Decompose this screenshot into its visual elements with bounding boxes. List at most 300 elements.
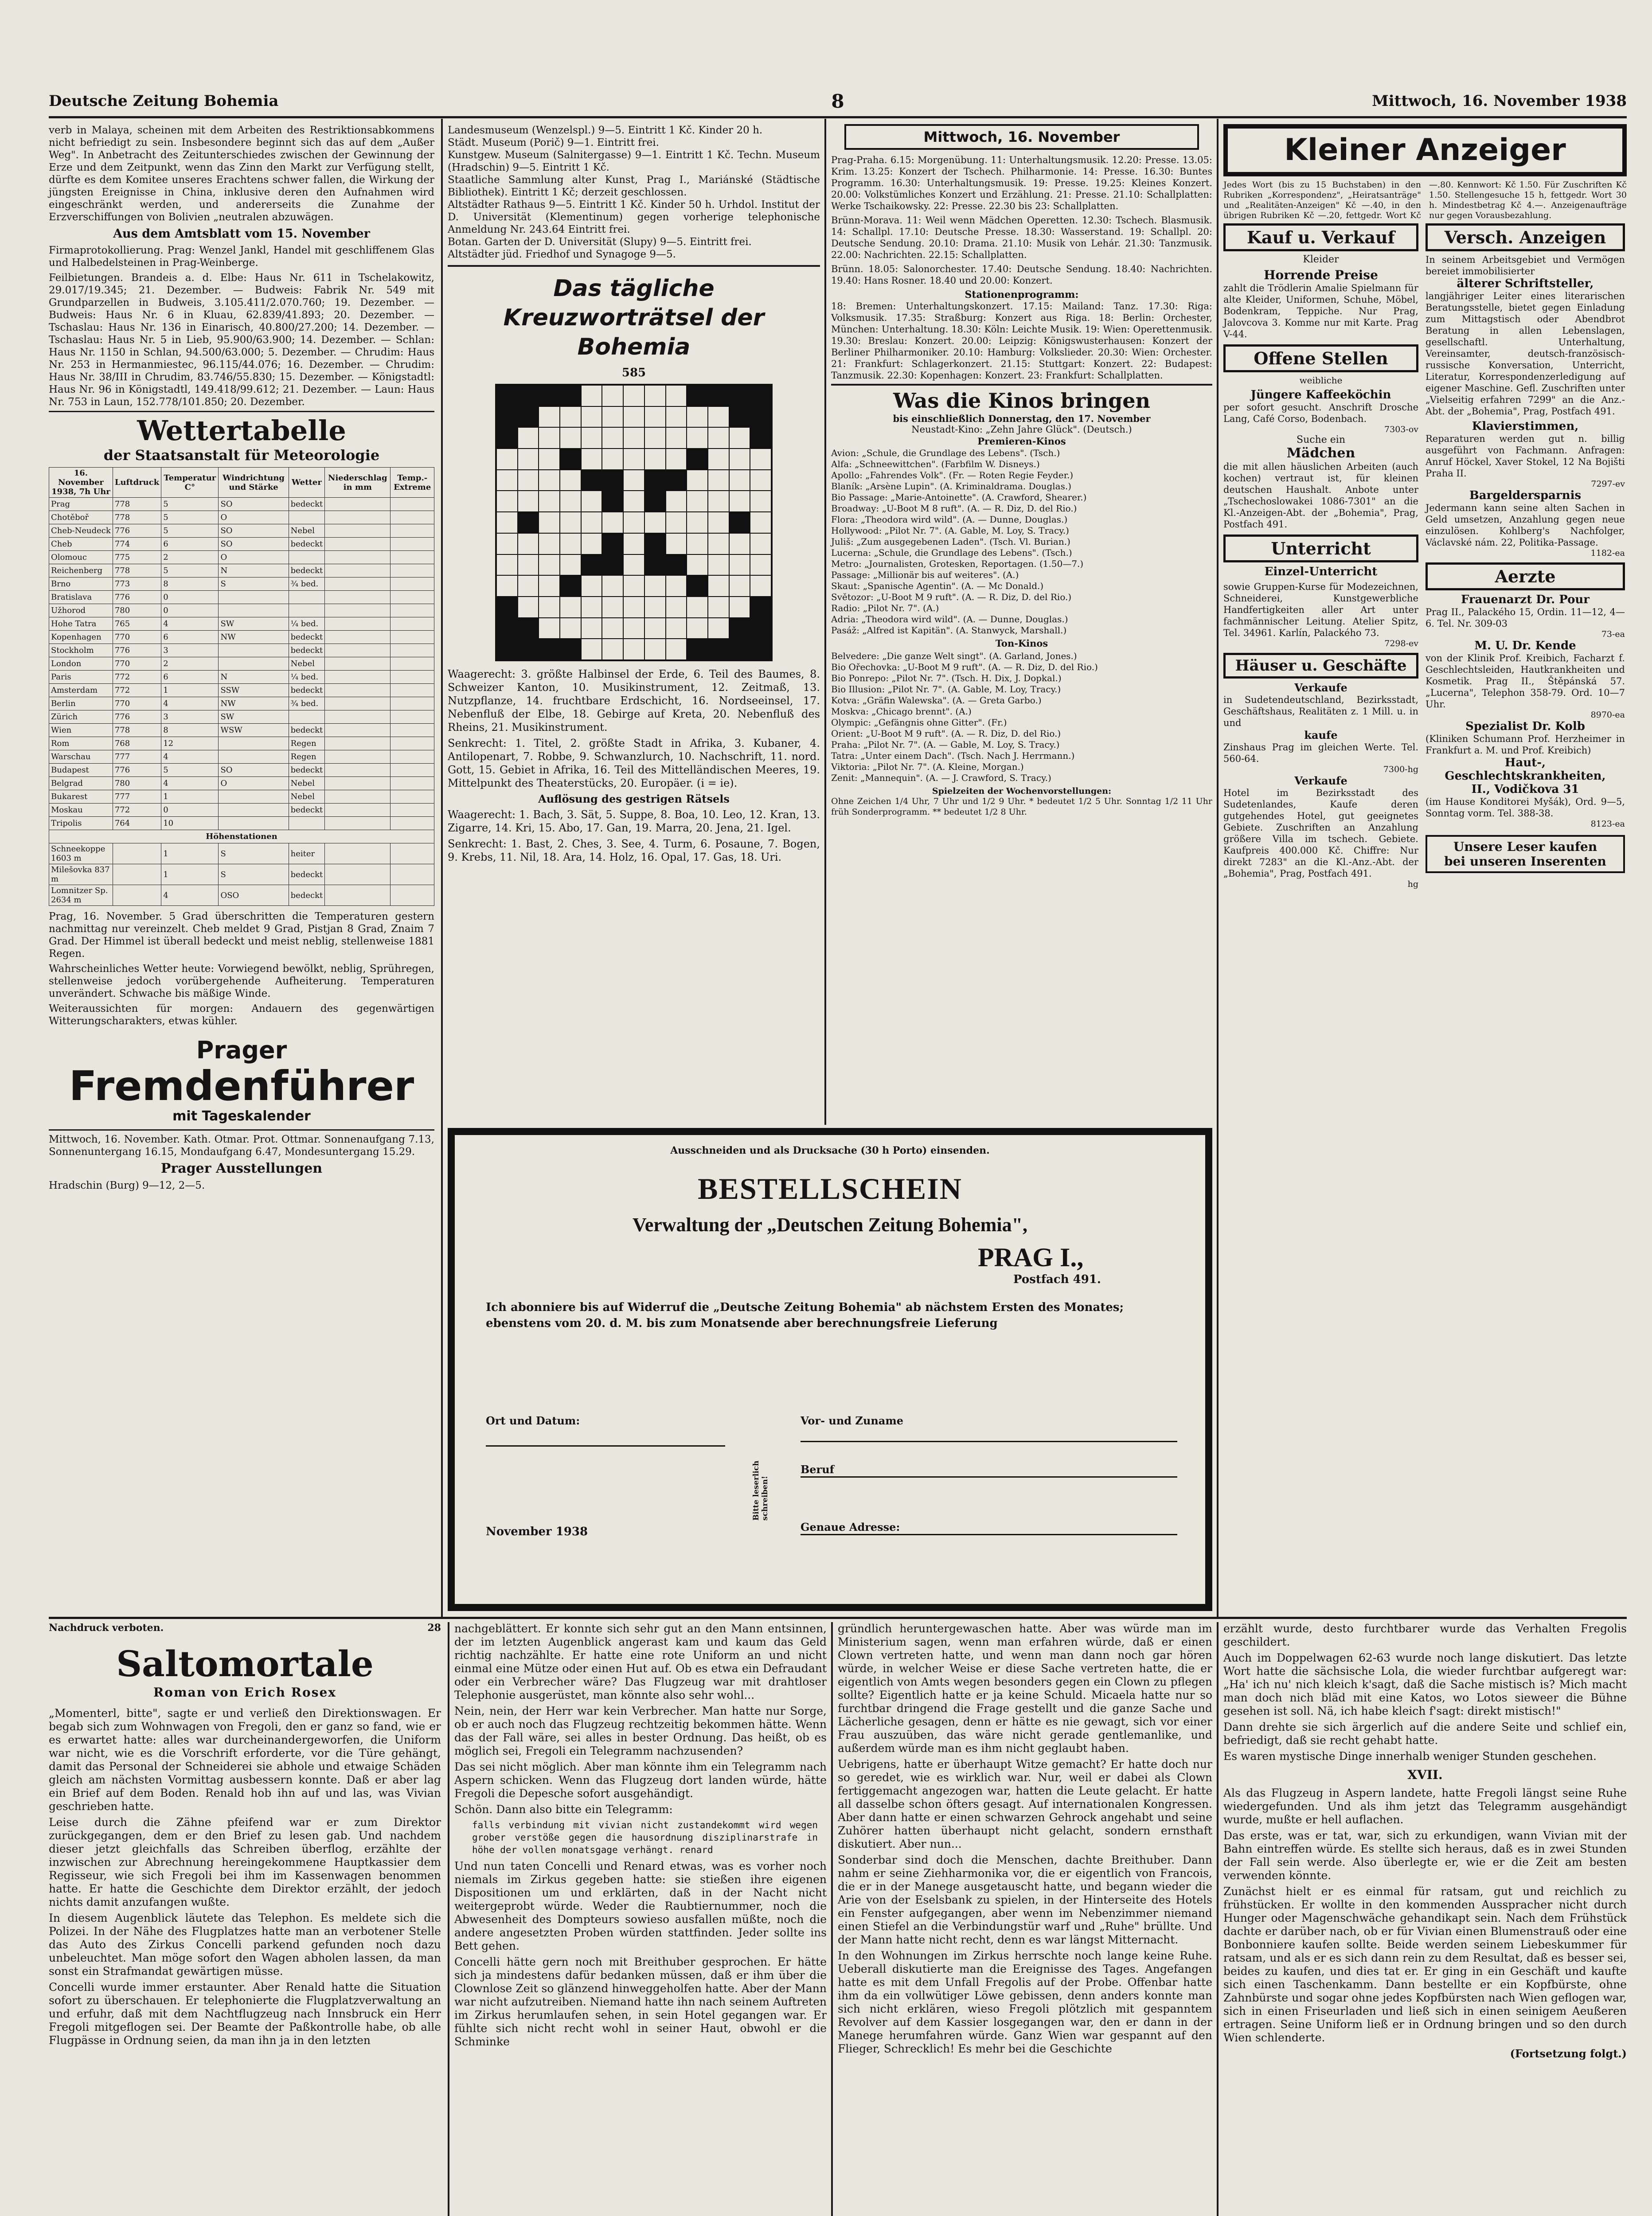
- weather-cell: [391, 498, 434, 511]
- crossword-cell: [687, 449, 708, 470]
- radio-text: Prag-Praha. 6.15: Morgenübung. 11: Unterhaltungsmusik. 12.20: Presse. 13.05: Krim. 13.25: Konzert der Tschech. Philharmonie. 14: Presse. 16.30: Buntes Programm. 16.30: Unterhaltungsmusik. 19: Presse. 19.25: Kleines Konzert. 20.00: Volkstümliches Konzert und Erzählung. 21: Presse. 21.10: Schallplatten: Werke Tschaikowsky. 22: Presse. 22.30 bis 23: Schallplatten.: [831, 155, 1212, 211]
- premiere-listing: Adria: „Theodora wird wild". (A. — Dunne, Douglas.): [831, 614, 1068, 624]
- weather-cell: 1: [161, 843, 219, 864]
- crossword-cell: [666, 575, 687, 597]
- crossword-cell: [708, 470, 729, 491]
- crossword-cell: [708, 639, 729, 660]
- field-name-line[interactable]: [801, 1441, 1177, 1442]
- crossword-cell: [644, 427, 666, 449]
- weather-cell: 776: [113, 644, 161, 657]
- aerzte3-text2: (im Hause Konditorei Myšák), Ord. 9—5, Sonntag vorm. Tel. 388-38.: [1425, 796, 1625, 819]
- intro-paragraph: verb in Malaya, scheinen mit dem Arbeiten des Restriktionsabkommens nicht befriedigt zu sein. Insbesondere beginnt sich das auf dem „Außer Weg". In Anbetracht des Zeitunterschiedes zwischen der Gewinnung der Erze und dem Zeitpunkt, wenn das Zinn den Markt zur Verfügung stellt, dürfte es dem Komitee unseres Erachtens schwer fallen, die Wirkung der jüngsten Ereignisse in China, inklusive deren den Aufnahmen wird eingeschränkt werden, und andererseits die Zunahme der Erzverschiffungen von Bolivien „neutralen abzuwägen.: [49, 125, 434, 223]
- versch-text2: langjähriger Leiter eines literarischen Beratungsstelle, bietet gegen Einladung zum Mittagstisch oder Abendbrot Beratung in allen Lebenslagen, gesellschaftl. Unterhaltung, Vereinsamter, deutsch-französisch-russische Konversation, Unterricht, Literatur, Korrespondenzerledigung auf eigener Maschine. Gefl. Zuschriften unter „Vielseitig erfahren 7299" an die Anz.-Abt. der „Bohemia", Prag, Postfach 491.: [1425, 291, 1625, 417]
- crossword-cell: [581, 385, 602, 406]
- novel-paragraph: Concelli wurde immer erstaunter. Aber Renald hatte die Situation sofort zu überschauen. Er telephonierte die Flugplatzverwaltung an und erfuhr, daß mit dem Nachtflugzeug nach Innsbruck ein Herr Fregoli mitgeflogen sei. Der Beamte der Paßkontrolle habe, ob alle Flugpässe in Ordnung seien, da man ihn ja in den letzten: [49, 1981, 441, 2047]
- offene-title: Offene Stellen: [1223, 344, 1418, 372]
- crossword-cell: [518, 618, 539, 639]
- weather-cell: S: [219, 577, 289, 591]
- weather-cell: 774: [113, 538, 161, 551]
- crossword-cell: [623, 427, 644, 449]
- weather-header-cell: Temp.-Extreme: [391, 468, 434, 498]
- weather-header-cell: Windrichtung und Stärke: [219, 468, 289, 498]
- page-number: 8: [831, 90, 844, 112]
- crossword-cell: [518, 575, 539, 597]
- radio-text: Brünn. 18.05: Salonorchester. 17.40: Deutsche Sendung. 18.40: Nachrichten. 19.40: Hans Rosner. 18.40 und 20.00: Konzert.: [831, 264, 1212, 286]
- museum-line: Kunstgew. Museum (Salnitergasse) 9—1. Eintritt 1 Kč. Techn. Museum (Hradschin) 9—5. Eintritt 1 Kč.: [448, 149, 820, 173]
- weather-row: [49, 591, 434, 604]
- weather-cell: 4: [161, 777, 219, 790]
- crossword-cell: [666, 406, 687, 428]
- weather-cell: Bratislava: [49, 591, 113, 604]
- crossword-number: 585: [621, 366, 646, 379]
- tonkino-listing: Belvedere: „Die ganze Welt singt". (A. Garland, Jones.): [831, 651, 1077, 661]
- field-adresse-label: Genaue Adresse:: [801, 1521, 900, 1533]
- weather-cell: [391, 604, 434, 617]
- crossword-cell: [623, 406, 644, 428]
- bottom-section-rule: [49, 1617, 1627, 1619]
- tonkino-listing: Tatra: „Unter einem Dach". (Tsch. Nach J. Herrmann.): [831, 750, 1075, 761]
- crossword-cell: [708, 427, 729, 449]
- weather-cell: [391, 538, 434, 551]
- crossword-cell: [750, 533, 771, 554]
- crossword-cell: [539, 449, 560, 470]
- weather-cell: [391, 777, 434, 790]
- field-beruf-line[interactable]: [801, 1476, 1177, 1478]
- novel-column-4: [1223, 1622, 1627, 2216]
- weather-header-cell: Luftdruck: [113, 468, 161, 498]
- crossword-cell: [708, 512, 729, 533]
- weather-cell: NW: [219, 697, 289, 710]
- weather-cell: [325, 577, 391, 591]
- novel-divider-1: [448, 1622, 449, 2216]
- crossword-cell: [666, 512, 687, 533]
- weather-cell: Regen: [289, 750, 325, 764]
- crossword-cell: [518, 406, 539, 428]
- weather-section-row: [49, 830, 434, 843]
- weather-cell: [391, 790, 434, 804]
- weather-cell: bedeckt: [289, 764, 325, 777]
- crossword-cell: [581, 554, 602, 576]
- weather-cell: 0: [161, 591, 219, 604]
- weather-row: [49, 804, 434, 817]
- crossword-cell: [539, 597, 560, 618]
- weather-cell: [325, 724, 391, 737]
- tonkino-listing: Bio Ořechovka: „U-Boot M 9 ruft". (A. — R. Diz, D. del Rio.): [831, 662, 1098, 672]
- stations-title: Stationenprogramm:: [965, 289, 1079, 300]
- crossword-cell: [581, 449, 602, 470]
- radio-text: Brünn-Morava. 11: Weil wenn Mädchen Operetten. 12.30: Tschech. Blasmusik. 14: Schallpl. 17.10: Deutsche Presse. 18.30: Wasserstand. 19: Schallpl. 20: Deutsche Sendung. 20.10: Drama. 21.10: Musik von Lehár. 21.30: Tanzmusik. 22.00: Nachrichten. 22.15: Schallplatten.: [831, 215, 1212, 260]
- bestellschein-box: [448, 1128, 1212, 1611]
- crossword-cell: [518, 427, 539, 449]
- weather-cell: [113, 885, 161, 906]
- crossword-cell: [581, 575, 602, 597]
- crossword-cell: [602, 427, 623, 449]
- weather-paragraph: Weiteraussichten für morgen: Andauern des gegenwärtigen Witterungscharakters, etwas kühler.: [49, 1003, 434, 1027]
- unterricht-text: sowie Gruppen-Kurse für Modezeichnen, Schneiderei, Kunstgewerbliche Handfertigkeiten aller Art unter fachmännischer Leitung. Atelier Spitz, Tel. 34961. Karlín, Palackého 73.: [1223, 581, 1418, 638]
- crossword-cell: [666, 491, 687, 512]
- crossword-cell: [560, 491, 581, 512]
- crossword-cell: [687, 533, 708, 554]
- weather-cell: SW: [219, 617, 289, 631]
- weather-cell: Berlin: [49, 697, 113, 710]
- fremdenfuehrer-pre: Prager: [196, 1036, 287, 1064]
- kinos-title: Was die Kinos bringen: [893, 389, 1150, 413]
- kino-intro: Neustadt-Kino: „Zehn Jahre Glück". (Deutsch.): [911, 424, 1132, 435]
- weather-cell: Regen: [289, 737, 325, 750]
- weather-cell: 3: [161, 710, 219, 724]
- weather-cell: 5: [161, 498, 219, 511]
- weather-row: [49, 671, 434, 684]
- weather-cell: bedeckt: [289, 498, 325, 511]
- weather-cell: SW: [219, 710, 289, 724]
- chapter-heading: XVII.: [1407, 1767, 1443, 1782]
- weather-cell: 780: [113, 777, 161, 790]
- weather-cell: [219, 591, 289, 604]
- crossword-cell: [539, 427, 560, 449]
- weather-cell: [325, 538, 391, 551]
- weather-cell: SO: [219, 538, 289, 551]
- weather-cell: [325, 564, 391, 577]
- crossword-cell: [708, 385, 729, 406]
- weather-row: [49, 817, 434, 830]
- premiere-listing: Flora: „Theodora wird wild". (A. — Dunne, Douglas.): [831, 514, 1068, 525]
- novel-paragraph: In den Wohnungen im Zirkus herrschte noch lange keine Ruhe. Ueberall diskutierte man die Ereignisse des Tages. Angefangen hatte es mit dem Unfall Fregolis auf der Probe. Offenbar hatte ihm da ein vollwütiger Löwe gebissen, denn anders konnte man sich nicht erklären, wieso Fregoli plötzlich mit gespanntem Revolver auf dem Kassier losgegangen war, den er dann in der Manege herumfahren würde. Ganz Wien war gespannt auf den Flieger, Schrecklich! Es mehr bei die Geschichte: [838, 1949, 1212, 2055]
- versch-text: In seinem Arbeitsgebiet und Vermögen bereiet immobilisierter: [1425, 254, 1625, 277]
- crossword-title: Das tägliche Kreuzworträtsel der Bohemia: [503, 275, 765, 360]
- crossword-cell: [518, 449, 539, 470]
- premiere-listing: Bio Passage: „Marie-Antoinette". (A. Crawford, Shearer.): [831, 492, 1087, 503]
- weather-cell: 770: [113, 657, 161, 671]
- bestellschein-text: Ich abonniere bis auf Widerruf die „Deutsche Zeitung Bohemia" ab nächstem Ersten des Monates; ebenstens vom 20. d. M. bis zum Monatsende aber berechnungsfreie Lieferung: [486, 1301, 1124, 1330]
- weather-cell: [325, 498, 391, 511]
- amtsblatt-paragraph: Firmaprotokollierung. Prag: Wenzel Jankl, Handel mit geschliffenem Glas und Halbedelsteinen in Prag-Weinberge.: [49, 245, 434, 269]
- weather-cell: 1: [161, 684, 219, 697]
- weather-cell: 776: [113, 710, 161, 724]
- weather-row: [49, 604, 434, 617]
- field-ort-label: Ort und Datum:: [486, 1414, 580, 1427]
- crossword-cell: [708, 406, 729, 428]
- weather-row: [49, 843, 434, 864]
- weather-cell: [391, 864, 434, 885]
- crossword-cell: [687, 470, 708, 491]
- weather-cell: [325, 617, 391, 631]
- weather-cell: Nebel: [289, 524, 325, 538]
- ausstellungen-title: Prager Ausstellungen: [160, 1161, 323, 1176]
- weather-cell: Cheb: [49, 538, 113, 551]
- column-2: [448, 124, 820, 1121]
- weather-cell: [391, 644, 434, 657]
- weather-cell: 4: [161, 750, 219, 764]
- weather-cell: [391, 843, 434, 864]
- crossword-cell: [518, 597, 539, 618]
- suche-head: Suche ein: [1297, 434, 1345, 445]
- crossword-cell: [666, 618, 687, 639]
- weather-cell: 770: [113, 631, 161, 644]
- header-rule: [49, 116, 1627, 118]
- bestellschein-title: BESTELLSCHEIN: [698, 1172, 962, 1206]
- weather-cell: 2: [161, 657, 219, 671]
- weather-cell: [391, 697, 434, 710]
- weather-cell: [219, 604, 289, 617]
- weather-cell: 1: [161, 864, 219, 885]
- haeuser1-text: in Sudetendeutschland, Bezirksstadt, Geschäftshaus, Realitäten z. 1 Mill. u. in und: [1223, 694, 1418, 728]
- solution-title: Auflösung des gestrigen Rätsels: [538, 792, 730, 805]
- fremdenfuehrer-subtitle: mit Tageskalender: [172, 1108, 311, 1124]
- leser-line2: bei unseren Inserenten: [1444, 854, 1606, 869]
- unterricht-title: Unterricht: [1223, 534, 1418, 562]
- aerzte3-head: Spezialist Dr. Kolb: [1465, 720, 1585, 733]
- crossword-cell: [644, 597, 666, 618]
- weather-cell: 5: [161, 764, 219, 777]
- crossword-cell: [496, 449, 518, 470]
- weather-cell: [325, 644, 391, 657]
- weather-row: [49, 511, 434, 524]
- offene-head: Jüngere Kaffeeköchin: [1250, 388, 1391, 402]
- novel-paragraph: Das erste, was er tat, war, sich zu erkundigen, wann Vivian mit der Bahn eintreffen würde. Es stellte sich heraus, daß es in zwei Stunden der Fall sein werde. Also überlegte er, wie er die Zeit am besten verwenden könnte.: [1223, 1829, 1627, 1882]
- haeuser2-head: kaufe: [1304, 729, 1338, 741]
- crossword-cell: [644, 575, 666, 597]
- crossword-cell: [496, 470, 518, 491]
- barg-head: Bargeldersparnis: [1469, 489, 1582, 502]
- weather-cell: [325, 697, 391, 710]
- crossword-cell: [496, 554, 518, 576]
- column-1: [49, 124, 434, 1613]
- crossword-cell: [560, 449, 581, 470]
- stations-text: 18: Bremen: Unterhaltungskonzert. 17.15: Mailand: Tanz. 17.30: Riga: Volksmusik. 17.35: Straßburg: Konzert aus Riga. 18: Berlin: Orchester, München: Unterhaltung. 18.30: Köln: Leichte Musik. 19: Wien: Operettenmusik. 19.30: Breslau: Konzert. 20.00: Leipzig: Königswusterhausen: Konzert der Berliner Philharmoniker. 20.10: Hamburg: Volkslieder. 20.30: Wien: Orchester. 21: Frankfurt: Schlagerkonzert. 21.15: Stuttgart: Konzert. 22: Budapest: Tanzmusik. 22.30: Kopenhagen: Konzert. 23: Frankfurt: Schallplatten.: [831, 301, 1212, 381]
- crossword-cell: [687, 554, 708, 576]
- crossword-cell: [687, 618, 708, 639]
- weather-cell: [391, 577, 434, 591]
- weather-cell: O: [219, 511, 289, 524]
- crossword-cell: [729, 449, 750, 470]
- field-adresse-line[interactable]: [801, 1534, 1177, 1535]
- weather-section-title: Höhenstationen: [49, 830, 434, 843]
- weather-cell: O: [219, 777, 289, 790]
- crossword-cell: [602, 575, 623, 597]
- maedchen-text: die mit allen häuslichen Arbeiten (auch kochen) vertraut ist, für kleinen deutschen Haushalt. Anbote unter „Tschechoslowakei 1086-7301" an die Kl.-Anzeigen-Abt. der „Bohemia", Prag, Postfach 491.: [1223, 461, 1418, 530]
- novel-paragraph: „Momenterl, bitte", sagte er und verließ den Direktionswagen. Er begab sich zum Wohnwagen von Fregoli, den er ganz so fand, wie er es erwartet hatte: alles war durcheinandergeworfen, die Uniform war nicht, wie es die Vorschrift erforderte, vor die Türe gehängt, damit das Personal der Schneiderei sie abhole und etwaige Schäden gleich am nächsten Vormittag ausbessern konnte. Daß er aber lag ein Brief auf dem Boden. Renald hob ihn auf und las, was Vivian geschrieben hatte.: [49, 1707, 441, 1813]
- divider: [831, 384, 1212, 386]
- weather-cell: bedeckt: [289, 631, 325, 644]
- crossword-clues: Waagerecht: 3. größte Halbinsel der Erde, 6. Teil des Baumes, 8. Schweizer Kanton, 10. Musikinstrument, 12. Zeitmaß, 13. Nutzpflanze, 14. fruchtbare Erdschicht, 16. Nordseeinsel, 17. Nebenfluß der Elbe, 18. Gebirge auf Kreta, 20. Nebenfluß des Rheins, 21. Musikinstrument.: [448, 668, 820, 733]
- crossword-cell: [560, 533, 581, 554]
- weather-row: [49, 697, 434, 710]
- weather-cell: [219, 750, 289, 764]
- crossword-cell: [496, 512, 518, 533]
- crossword-cell: [581, 512, 602, 533]
- crossword-cell: [687, 512, 708, 533]
- weather-cell: [391, 631, 434, 644]
- novel-paragraph: Als das Flugzeug in Aspern landete, hatte Fregoli längst seine Ruhe wiedergefunden. Und als ihm jetzt das Telegramm ausgehändigt wurde, mußte er hell auflachen.: [1223, 1787, 1627, 1826]
- weather-cell: 776: [113, 524, 161, 538]
- weather-cell: WSW: [219, 724, 289, 737]
- column-4: [1223, 124, 1627, 1613]
- kauf-text: zahlt die Trödlerin Amalie Spielmann für alte Kleider, Uniformen, Schuhe, Möbel, Bodenkram, Teppiche. Nur Prag, Jalovcova 3. Komme nur mit Karte. Prag V-44.: [1223, 283, 1418, 339]
- crossword-cell: [750, 554, 771, 576]
- crossword-cell: [666, 597, 687, 618]
- weather-cell: Stockholm: [49, 644, 113, 657]
- leser-box: [1425, 835, 1625, 873]
- weather-cell: ¾ bed.: [289, 577, 325, 591]
- weather-cell: 777: [113, 790, 161, 804]
- weather-cell: 6: [161, 671, 219, 684]
- crossword-cell: [623, 491, 644, 512]
- weather-cell: 778: [113, 511, 161, 524]
- weather-cell: 780: [113, 604, 161, 617]
- crossword-cell: [581, 491, 602, 512]
- crossword-cell: [496, 427, 518, 449]
- weather-cell: Bukarest: [49, 790, 113, 804]
- crossword-cell: [560, 597, 581, 618]
- crossword-cell: [687, 491, 708, 512]
- weather-cell: 6: [161, 631, 219, 644]
- crossword-cell: [623, 554, 644, 576]
- premieren-list: [831, 448, 1212, 636]
- weather-cell: [325, 524, 391, 538]
- tonkino-listing: Zenit: „Mannequin". (A. — J. Crawford, S. Tracy.): [831, 772, 1051, 783]
- field-beruf-label: Beruf: [801, 1463, 834, 1476]
- col-divider-1: [441, 119, 443, 1617]
- weather-cell: Belgrad: [49, 777, 113, 790]
- tonkino-listing: Olympic: „Gefängnis ohne Gitter". (Fr.): [831, 717, 1007, 728]
- weather-cell: Paris: [49, 671, 113, 684]
- novel-paragraph: Das sei nicht möglich. Aber man könnte ihm ein Telegramm nach Aspern schicken. Wenn das Flugzeug dort landen würde, hätte Fregoli die Depesche sofort ausgehändigt.: [454, 1760, 827, 1800]
- date-box: Mittwoch, 16. November: [844, 124, 1199, 150]
- weather-cell: Milešovka 837 m: [49, 864, 113, 885]
- crossword-cell: [560, 385, 581, 406]
- weather-cell: [325, 817, 391, 830]
- bestellschein-top-note: Ausschneiden und als Drucksache (30 h Porto) einsenden.: [670, 1145, 990, 1156]
- crossword-cell: [623, 618, 644, 639]
- divider: [448, 265, 820, 267]
- kauf-title: Kauf u. Verkauf: [1223, 223, 1418, 251]
- premiere-listing: Broadway: „U-Boot M 8 ruft". (A. — R. Diz, D. del Rio.): [831, 503, 1077, 514]
- crossword-cell: [602, 491, 623, 512]
- crossword-cell: [581, 427, 602, 449]
- weather-cell: 776: [113, 591, 161, 604]
- fremdenfuehrer-title: Fremdenführer: [69, 1062, 414, 1110]
- haeuser2-text: Zinshaus Prag im gleichen Werte. Tel. 560-64.: [1223, 742, 1418, 764]
- weather-cell: 2: [161, 551, 219, 564]
- weather-cell: [391, 737, 434, 750]
- side-note: Bitte leserlich schreiben!: [752, 1460, 769, 1521]
- novel-paragraph: Concelli hätte gern noch mit Breithuber gesprochen. Er hätte sich ja mindestens dafür bedanken müssen, daß er ihm über die Clownlose Zeit so glänzend hinweggeholfen hatte. Aber der Mann war nicht aufzutreiben. Niemand hatte ihn nach seinem Auftreten im Zirkus herumlaufen sehen, in sein Hotel gegangen war. Er fühlte sich nicht recht wohl in seiner Haut, obwohl er die Schminke: [454, 1955, 827, 2048]
- crossword-cell: [602, 470, 623, 491]
- weather-cell: [391, 764, 434, 777]
- versch-head: älterer Schriftsteller,: [1457, 277, 1594, 290]
- weather-cell: bedeckt: [289, 864, 325, 885]
- weather-row: [49, 724, 434, 737]
- crossword-cell: [666, 639, 687, 660]
- weather-cell: Rom: [49, 737, 113, 750]
- novel-paragraph: erzählt wurde, desto furchtbarer wurde das Verhalten Fregolis geschildert.: [1223, 1622, 1627, 1648]
- crossword-cell: [708, 533, 729, 554]
- aerzte1-num: 73-ea: [1601, 629, 1625, 639]
- anzeiger-left: [1223, 223, 1418, 889]
- weather-row: [49, 710, 434, 724]
- weather-cell: [219, 657, 289, 671]
- weather-cell: ¼ bed.: [289, 617, 325, 631]
- weather-cell: 4: [161, 617, 219, 631]
- crossword-cell: [581, 406, 602, 428]
- weather-cell: Moskau: [49, 804, 113, 817]
- field-name-label: Vor- und Zuname: [801, 1414, 904, 1427]
- museum-line: Städt. Museum (Porič) 9—1. Eintritt frei.: [448, 137, 659, 148]
- crossword-cell: [496, 533, 518, 554]
- amtsblatt-paragraph: Feilbietungen. Brandeis a. d. Elbe: Haus Nr. 611 in Tschelakowitz, 29.017/19.345; 21. Dezember. — Budweis: Fabrik Nr. 549 mit Grundparzellen in Budweis, 3.105.411/2.070.760; 19. Dezember. — Budweis: Haus Nr. 6 in Kluau, 62.839/41.893; 20. Dezember. — Tschaslau: Haus Nr. 136 in Einarisch, 40.800/27.200; 14. Dezember. — Tschaslau: Haus Nr. 5 in Lieb, 95.900/63.900; 14. Dezember. — Schlan: Haus Nr. 1150 in Schlan, 94.500/63.000; 5. Dezember. — Chrudim: Haus Nr. 253 in Hermanmiestec, 96.115/44.076; 16. Dezember. — Chrudim: Haus Nr. 38/III in Chrudim, 83.746/55.830; 15. Dezember. — Königstadtl: Haus Nr. 96 in Königstadtl, 149.418/99.612; 21. Dezember. — Laun: Haus Nr. 753 in Laun, 152.778/101.850; 20. Dezember.: [49, 272, 434, 408]
- crossword-cell: [750, 491, 771, 512]
- crossword-cell: [644, 554, 666, 576]
- crossword-cell: [602, 639, 623, 660]
- weather-cell: Budapest: [49, 764, 113, 777]
- haeuser2-num: 7300-hg: [1383, 765, 1418, 774]
- weather-cell: 765: [113, 617, 161, 631]
- weather-row: [49, 631, 434, 644]
- crossword-cell: [581, 618, 602, 639]
- weather-row: [49, 657, 434, 671]
- weather-cell: [325, 777, 391, 790]
- weather-row: [49, 737, 434, 750]
- weather-cell: [325, 737, 391, 750]
- novel-paragraph: Zunächst hielt er es einmal für ratsam, gut und reichlich zu frühstücken. Er wollte in den kommenden Ausspracher nicht durch Hunger oder Magenschwäche gehandikapt sein. Nach dem Frühstück dachte er darüber nach, ob er für Vivian einen Blumenstrauß oder eine Bonbonniere kaufen sollte. Beide werden seinem Liebeskummer für ratsam, und als er es sich dann rein zu dem Resultat, daß es besser sei, beides zu kaufen, und dies tat er. Er ging in ein Geschäft und kaufte sich einen Taschenkamm. Dann bestellte er ein Kopfbürste, ohne Zahnbürste und sogar ohne jedes Kopfbürsten nach Wien geflogen war, sich in einen Friseurladen und ließ sich in einen seinigem Aeußeren ertragen. Seine Uniform ließ er in Ordnung bringen und so den durch Wien schlenderte.: [1223, 1885, 1627, 2044]
- weather-cell: N: [219, 671, 289, 684]
- crossword-cell: [644, 449, 666, 470]
- weather-cell: [325, 511, 391, 524]
- weather-cell: 773: [113, 577, 161, 591]
- crossword-cell: [623, 533, 644, 554]
- header-left: Deutsche Zeitung Bohemia: [49, 92, 279, 110]
- novel-paragraph: Es waren mystische Dinge innerhalb weniger Stunden geschehen.: [1223, 1750, 1597, 1763]
- weather-cell: Cheb-Neudeck: [49, 524, 113, 538]
- premiere-listing: Radio: „Pilot Nr. 7". (A.): [831, 603, 939, 613]
- weather-cell: Nebel: [289, 657, 325, 671]
- weather-cell: [391, 564, 434, 577]
- weather-cell: [325, 764, 391, 777]
- crossword-cell: [539, 639, 560, 660]
- weather-cell: [391, 684, 434, 697]
- weather-cell: bedeckt: [289, 564, 325, 577]
- weather-cell: Užhorod: [49, 604, 113, 617]
- crossword-cell: [539, 533, 560, 554]
- crossword-cell: [539, 470, 560, 491]
- crossword-cell: [560, 470, 581, 491]
- novel-paragraph: Sonderbar sind doch die Menschen, dachte Breithuber. Dann nahm er seine Ziehharmonika vor, die er eigentlich von Francois, die er in der Manege ausgetauscht hatte, und begann wieder die Arie von der Eselsbank zu spielen, in der Hinterseite des Hotels ein Fenster aufgegangen, aber wenn im Nebenzimmer niemand einen Stiefel an die Verbindungstür warf und „Ruhe" brüllte. Und der Mann hatte nicht recht, denn es war längst Mitternacht.: [838, 1853, 1212, 1946]
- weather-cell: bedeckt: [289, 804, 325, 817]
- crossword-cell: [729, 533, 750, 554]
- weather-cell: bedeckt: [289, 885, 325, 906]
- weather-cell: Olomouc: [49, 551, 113, 564]
- klavier-head: Klavierstimmen,: [1472, 420, 1579, 433]
- crossword-cell: [602, 449, 623, 470]
- weather-cell: 8: [161, 724, 219, 737]
- museum-line: Altstädter Rathaus 9—5. Eintritt 1 Kč. Kinder 50 h. Urhdol. Institut der D. Universität (Klementinum) gegen vorherige telephonische Anmeldung Nr. 243.64 Eintritt frei.: [448, 199, 820, 235]
- novel-divider-3: [1217, 1622, 1218, 2216]
- aerzte3-text: (Kliniken Schumann Prof. Herzheimer in Frankfurt a. M. und Prof. Kreibich): [1425, 733, 1625, 756]
- field-ort-line[interactable]: [486, 1445, 725, 1447]
- crossword-cell: [560, 554, 581, 576]
- tonkino-listing: Orient: „U-Boot M 9 ruft". (A. — R. Diz, D. del Rio.): [831, 728, 1061, 739]
- weather-paragraph: Prag, 16. November. 5 Grad überschritten die Temperaturen gestern nachmittag nur vereinzelt. Cheb meldet 9 Grad, Pistjan 8 Grad, Znaim 7 Grad. Der Himmel ist überall bedeckt und meist neblig, stellenweise 1881 Regen.: [49, 911, 434, 960]
- crossword-cell: [750, 427, 771, 449]
- crossword-cell: [729, 575, 750, 597]
- crossword-cell: [666, 449, 687, 470]
- crossword-cell: [644, 491, 666, 512]
- kinos-subtitle: bis einschließlich Donnerstag, den 17. November: [893, 413, 1151, 424]
- weather-cell: SO: [219, 524, 289, 538]
- weather-cell: [325, 631, 391, 644]
- crossword-cell: [729, 491, 750, 512]
- weather-cell: ¾ bed.: [289, 697, 325, 710]
